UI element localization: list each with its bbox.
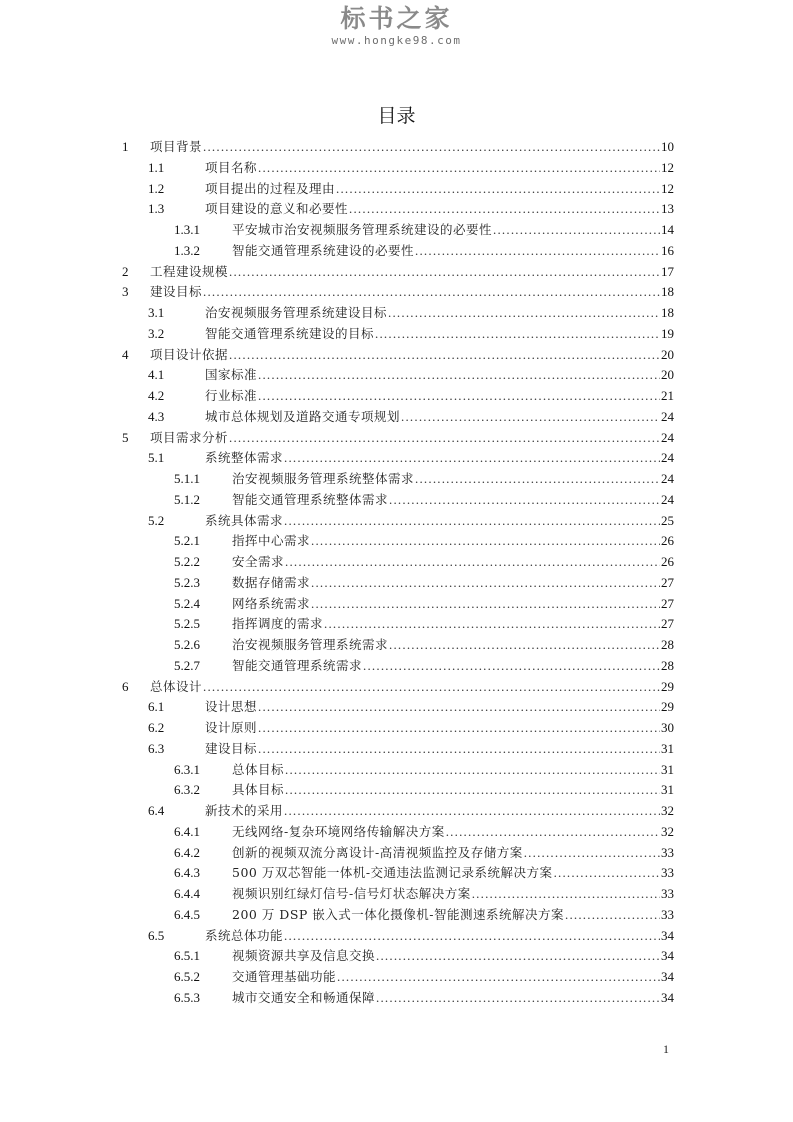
toc-entry-level-3[interactable]	[0, 822, 793, 843]
toc-entry-line	[232, 594, 674, 615]
toc-entry-title[interactable]: 项目名称	[205, 159, 258, 175]
toc-entry-line	[150, 428, 674, 449]
toc-entry-number: 5.2.6	[174, 637, 200, 652]
toc-entry-level-3[interactable]	[0, 594, 793, 615]
toc-dot-leader	[336, 179, 660, 200]
toc-dot-leader	[258, 718, 660, 739]
toc-entry-page[interactable]: 32	[661, 823, 674, 839]
toc-entry-title[interactable]: 具体目标	[232, 782, 285, 798]
toc-entry-number: 5.2.1	[174, 533, 200, 549]
toc-dot-leader	[258, 386, 660, 407]
toc-entry-level-3[interactable]	[0, 635, 793, 656]
toc-entry-line	[150, 137, 674, 158]
toc-entry-line	[205, 697, 674, 718]
toc-dot-leader	[565, 905, 660, 926]
toc-dot-leader	[376, 988, 660, 1009]
toc-entry-page[interactable]: 24	[661, 450, 674, 466]
toc-entry-page[interactable]: 33	[661, 886, 674, 901]
toc-entry-title[interactable]: 建设目标	[205, 740, 258, 756]
toc-entry-level-3[interactable]	[0, 241, 793, 262]
toc-entry-title[interactable]: 项目需求分析	[150, 429, 229, 445]
toc-entry-level-2[interactable]	[0, 801, 793, 822]
toc-entry-line	[205, 324, 674, 345]
toc-entry-level-1[interactable]	[0, 677, 793, 698]
toc-entry-page[interactable]: 21	[661, 388, 674, 403]
toc-entry-line	[205, 386, 674, 407]
toc-entry-page[interactable]: 12	[661, 159, 674, 175]
toc-entry-title[interactable]: 项目设计依据	[150, 346, 229, 362]
toc-entry-level-3[interactable]	[0, 490, 793, 511]
toc-entry-number: 4	[122, 346, 129, 362]
toc-entry-page[interactable]: 31	[661, 782, 674, 798]
toc-entry-number: 5.2.4	[174, 595, 200, 611]
toc-dot-leader	[284, 511, 660, 532]
toc-entry-number: 4.2	[148, 388, 165, 403]
toc-entry-title[interactable]: 项目提出的过程及理由	[205, 180, 336, 196]
toc-entry-page[interactable]: 30	[661, 720, 674, 735]
toc-entry-number: 5.1.2	[174, 491, 200, 507]
toc-entry-page[interactable]: 19	[661, 325, 674, 341]
toc-entry-level-3[interactable]	[0, 656, 793, 677]
toc-entry-level-3[interactable]	[0, 884, 793, 905]
toc-entry-title[interactable]: 系统具体需求	[205, 512, 284, 528]
toc-entry-number: 5.2.3	[174, 574, 200, 590]
toc-dot-leader	[285, 552, 660, 573]
watermark-logo-text: 标书之家	[340, 4, 453, 33]
watermark	[0, 4, 793, 47]
toc-entry-level-3[interactable]	[0, 760, 793, 781]
page-number: 1	[663, 1042, 669, 1056]
toc-entry-level-3[interactable]	[0, 552, 793, 573]
toc-dot-leader	[324, 614, 660, 635]
toc-entry-title[interactable]: 项目建设的意义和必要性	[205, 201, 349, 217]
toc-entry-level-3[interactable]	[0, 967, 793, 988]
toc-entry-level-3[interactable]	[0, 469, 793, 490]
toc-entry-title[interactable]: 智能交通管理系统整体需求	[232, 491, 389, 507]
toc-entry-level-3[interactable]	[0, 905, 793, 926]
toc-entry-title[interactable]: 城市总体规划及道路交通专项规划	[205, 408, 401, 424]
toc-entry-line	[150, 677, 674, 698]
toc-entry-number: 5.2.7	[174, 657, 200, 673]
toc-entry-title[interactable]: 治安视频服务管理系统建设目标	[205, 305, 388, 320]
toc-entry-line	[232, 469, 674, 490]
toc-heading: 目录	[377, 105, 416, 127]
toc-entry-number: 6.5.2	[174, 969, 200, 984]
toc-dot-leader	[493, 220, 660, 241]
toc-entry-page[interactable]: 20	[661, 367, 674, 383]
toc-entry-page[interactable]: 33	[661, 844, 674, 860]
toc-dot-leader	[415, 469, 660, 490]
toc-entry-title[interactable]: 设计原则	[205, 720, 258, 735]
toc-dot-leader	[389, 635, 660, 656]
toc-entry-number: 6.2	[148, 720, 165, 735]
toc-entry-page[interactable]: 24	[661, 429, 674, 445]
toc-entry-line	[205, 926, 674, 947]
toc-entry-level-2[interactable]	[0, 199, 793, 220]
toc-entry-page[interactable]: 33	[661, 865, 674, 881]
toc-dot-leader	[472, 884, 660, 905]
toc-entry-title[interactable]: 总体设计	[150, 678, 203, 694]
toc-entry-number: 1.3.1	[174, 222, 200, 237]
toc-entry-level-2[interactable]	[0, 697, 793, 718]
toc-dot-leader	[311, 531, 660, 552]
toc-dot-leader	[311, 573, 660, 594]
toc-entry-line	[205, 407, 674, 428]
toc-entry-level-3[interactable]	[0, 988, 793, 1009]
toc-entry-number: 6.5.1	[174, 948, 200, 964]
toc-entry-line	[150, 345, 674, 366]
toc-dot-leader	[415, 241, 660, 262]
toc-entry-title[interactable]: 平安城市治安视频服务管理系统建设的必要性	[232, 222, 493, 237]
toc-entry-number: 6.4.5	[174, 906, 200, 922]
toc-entry-number: 1	[122, 139, 129, 154]
toc-entry-level-2[interactable]	[0, 926, 793, 947]
toc-entry-title[interactable]: 创新的视频双流分离设计-高清视频监控及存储方案	[232, 844, 523, 860]
toc-entry-number: 6	[122, 678, 129, 694]
toc-dot-leader	[285, 760, 660, 781]
toc-dot-leader	[389, 490, 660, 511]
toc-dot-leader	[554, 863, 660, 884]
toc-entry-number: 6.4.2	[174, 844, 200, 860]
toc-entry-page[interactable]: 10	[661, 139, 674, 154]
toc-entry-title[interactable]: 交通管理基础功能	[232, 969, 337, 984]
toc-entry-page[interactable]: 32	[661, 803, 674, 818]
toc-entry-title[interactable]: 200 万 DSP 嵌入式一体化摄像机-智能测速系统解决方案	[232, 906, 564, 922]
toc-dot-leader	[284, 801, 660, 822]
toc-entry-page[interactable]: 31	[661, 740, 674, 756]
toc-entry-level-3[interactable]	[0, 843, 793, 864]
toc-dot-leader	[376, 946, 660, 967]
toc-entry-number: 5.1	[148, 450, 165, 466]
toc-entry-line	[232, 552, 674, 573]
toc-entry-page[interactable]: 29	[661, 699, 674, 715]
toc-dot-leader	[284, 448, 660, 469]
toc-entry-page[interactable]: 28	[661, 637, 674, 652]
toc-entry-level-2[interactable]	[0, 158, 793, 179]
toc-entry-title[interactable]: 项目背景	[150, 139, 203, 154]
toc-dot-leader	[311, 594, 660, 615]
toc-entry-page[interactable]: 34	[661, 969, 674, 984]
toc-entry-page[interactable]: 34	[661, 927, 674, 943]
toc-entry-title[interactable]: 安全需求	[232, 554, 285, 569]
toc-dot-leader	[229, 345, 660, 366]
toc-dot-leader	[363, 656, 660, 677]
toc-entry-title[interactable]: 系统总体功能	[205, 927, 284, 943]
toc-entry-line	[232, 863, 674, 884]
toc-entry-number: 5	[122, 429, 129, 445]
toc-entry-page[interactable]: 16	[661, 242, 674, 258]
toc-entry-number: 1.2	[148, 180, 165, 196]
toc-dot-leader	[258, 365, 660, 386]
toc-entry-line	[232, 241, 674, 262]
toc-entry-title[interactable]: 智能交通管理系统建设的目标	[205, 325, 375, 341]
toc-entry-page[interactable]: 24	[661, 471, 674, 486]
toc-entry-page[interactable]: 28	[661, 657, 674, 673]
toc-entry-number: 4.3	[148, 408, 165, 424]
toc-entry-level-1[interactable]	[0, 282, 793, 303]
toc-entry-number: 4.1	[148, 367, 165, 383]
toc-entry-title[interactable]: 城市交通安全和畅通保障	[232, 989, 376, 1005]
toc-entry-number: 5.1.1	[174, 471, 200, 486]
toc-entry-title[interactable]: 指挥调度的需求	[232, 616, 324, 632]
toc-entry-number: 2	[122, 263, 129, 279]
toc-entry-page[interactable]: 33	[661, 906, 674, 922]
toc-entry-number: 6.3.2	[174, 782, 200, 798]
toc-entry-level-2[interactable]	[0, 179, 793, 200]
toc-dot-leader	[258, 158, 660, 179]
toc-entry-page[interactable]: 26	[661, 533, 674, 549]
toc-entry-title[interactable]: 智能交通管理系统需求	[232, 657, 363, 673]
toc-entry-number: 6.5.3	[174, 989, 200, 1005]
toc-entry-line	[232, 905, 674, 926]
toc-entry-page[interactable]: 17	[661, 263, 674, 279]
toc-entry-number: 3.2	[148, 325, 165, 341]
toc-entry-title[interactable]: 500 万双芯智能一体机-交通违法监测记录系统解决方案	[232, 865, 553, 881]
toc-entry-page[interactable]: 31	[661, 761, 674, 777]
toc-dot-leader	[258, 739, 660, 760]
toc-entry-page[interactable]: 29	[661, 678, 674, 694]
toc-entry-page[interactable]: 26	[661, 554, 674, 569]
toc-entry-level-2[interactable]	[0, 407, 793, 428]
toc-dot-leader	[375, 324, 660, 345]
toc-entry-number: 6.3.1	[174, 761, 200, 777]
toc-dot-leader	[203, 282, 660, 303]
toc-entry-number: 1.1	[148, 159, 165, 175]
toc-entry-level-1[interactable]	[0, 345, 793, 366]
toc-entry-page[interactable]: 27	[661, 616, 674, 632]
toc-entry-title[interactable]: 网络系统需求	[232, 595, 311, 611]
toc-entry-title[interactable]: 行业标准	[205, 388, 258, 403]
toc-entry-line	[205, 199, 674, 220]
toc-entry-level-2[interactable]	[0, 303, 793, 324]
toc-entry-title[interactable]: 智能交通管理系统建设的必要性	[232, 242, 415, 258]
toc-entry-number: 6.3	[148, 740, 165, 756]
toc-entry-page[interactable]: 20	[661, 346, 674, 362]
toc-entry-level-2[interactable]	[0, 324, 793, 345]
toc-entry-title[interactable]: 工程建设规模	[150, 263, 229, 279]
toc-entry-number: 6.5	[148, 927, 165, 943]
toc-entry-title[interactable]: 系统整体需求	[205, 450, 284, 466]
toc-entry-line	[232, 822, 674, 843]
toc-entry-level-1[interactable]	[0, 137, 793, 158]
toc-dot-leader	[524, 843, 660, 864]
toc-entry-title[interactable]: 设计思想	[205, 699, 258, 715]
toc-entry-line	[205, 365, 674, 386]
toc-entry-title[interactable]: 治安视频服务管理系统整体需求	[232, 471, 415, 486]
toc-entry-level-2[interactable]	[0, 511, 793, 532]
toc-entry-line	[205, 511, 674, 532]
toc-entry-level-2[interactable]	[0, 448, 793, 469]
toc-entry-line	[232, 490, 674, 511]
toc-entry-page[interactable]: 14	[661, 222, 674, 237]
toc-dot-leader	[203, 677, 660, 698]
toc-entry-line	[205, 718, 674, 739]
toc-entry-line	[232, 843, 674, 864]
toc-entry-line	[232, 780, 674, 801]
toc-entry-title[interactable]: 数据存储需求	[232, 574, 311, 590]
toc-entry-line	[205, 179, 674, 200]
toc-dot-leader	[258, 697, 660, 718]
toc-dot-leader	[388, 303, 660, 324]
toc-entry-line	[232, 760, 674, 781]
toc-entry-line	[205, 303, 674, 324]
toc-entry-level-3[interactable]	[0, 531, 793, 552]
toc-dot-leader	[337, 967, 660, 988]
toc-entry-page[interactable]: 27	[661, 574, 674, 590]
toc-entry-line	[232, 531, 674, 552]
toc-entry-page[interactable]: 25	[661, 512, 674, 528]
toc-entry-line	[232, 884, 674, 905]
toc-entry-number: 6.1	[148, 699, 165, 715]
toc-entry-level-3[interactable]	[0, 573, 793, 594]
toc-entry-number: 6.4.1	[174, 823, 200, 839]
toc-entry-line	[232, 614, 674, 635]
toc-entry-line	[232, 967, 674, 988]
toc-entry-level-3[interactable]	[0, 863, 793, 884]
toc-entry-number: 6.4	[148, 803, 165, 818]
toc-entry-level-3[interactable]	[0, 220, 793, 241]
toc-entry-title[interactable]: 视频资源共享及信息交换	[232, 948, 376, 964]
toc-entry-title[interactable]: 国家标准	[205, 367, 258, 383]
toc-entry-page[interactable]: 34	[661, 989, 674, 1005]
toc-dot-leader	[284, 926, 660, 947]
toc-entry-level-1[interactable]	[0, 262, 793, 283]
toc-entry-page[interactable]: 13	[661, 201, 674, 217]
toc-entry-level-2[interactable]	[0, 718, 793, 739]
toc-dot-leader	[203, 137, 660, 158]
toc-dot-leader	[446, 822, 660, 843]
toc-entry-line	[232, 220, 674, 241]
toc-entry-title[interactable]: 治安视频服务管理系统需求	[232, 637, 389, 652]
watermark-url: www.hongke98.com	[331, 34, 462, 47]
toc-entry-title[interactable]: 新技术的采用	[205, 803, 284, 818]
toc-entry-level-3[interactable]	[0, 614, 793, 635]
toc-entry-title[interactable]: 建设目标	[150, 284, 203, 300]
toc-entry-page[interactable]: 34	[661, 948, 674, 964]
toc-entry-line	[232, 635, 674, 656]
toc-entry-number: 5.2.2	[174, 554, 200, 569]
toc-entry-page[interactable]: 24	[661, 408, 674, 424]
toc-dot-leader	[349, 199, 660, 220]
toc-entry-line	[205, 801, 674, 822]
toc-entry-number: 6.4.4	[174, 886, 200, 901]
toc-dot-leader	[285, 780, 660, 801]
toc-entry-number: 5.2.5	[174, 616, 200, 632]
toc-dot-leader	[401, 407, 660, 428]
toc-entry-title[interactable]: 视频识别红绿灯信号-信号灯状态解决方案	[232, 886, 471, 901]
toc-entry-line	[232, 573, 674, 594]
toc-dot-leader	[229, 262, 660, 283]
toc-entry-page[interactable]: 24	[661, 491, 674, 507]
toc-entry-number: 1.3.2	[174, 242, 200, 258]
toc-entry-page[interactable]: 12	[661, 180, 674, 196]
toc-entry-line	[205, 448, 674, 469]
toc-entry-number: 5.2	[148, 512, 165, 528]
toc-entry-level-2[interactable]	[0, 739, 793, 760]
toc-entry-line	[205, 158, 674, 179]
toc-entry-level-3[interactable]	[0, 780, 793, 801]
toc-entry-level-3[interactable]	[0, 946, 793, 967]
toc-entry-title[interactable]: 无线网络-复杂环境网络传输解决方案	[232, 823, 445, 839]
toc-entry-line	[150, 262, 674, 283]
toc-entry-page[interactable]: 18	[661, 305, 674, 320]
toc-entry-page[interactable]: 27	[661, 595, 674, 611]
toc-dot-leader	[229, 428, 660, 449]
toc-entry-title[interactable]: 指挥中心需求	[232, 533, 311, 549]
table-of-contents	[0, 137, 793, 1009]
toc-entry-line	[232, 988, 674, 1009]
toc-entry-level-2[interactable]	[0, 386, 793, 407]
toc-entry-line	[150, 282, 674, 303]
toc-entry-title[interactable]: 总体目标	[232, 761, 285, 777]
toc-entry-page[interactable]: 18	[661, 284, 674, 300]
toc-entry-number: 3	[122, 284, 129, 300]
toc-entry-number: 1.3	[148, 201, 165, 217]
toc-entry-number: 6.4.3	[174, 865, 200, 881]
toc-entry-level-1[interactable]	[0, 428, 793, 449]
toc-entry-level-2[interactable]	[0, 365, 793, 386]
toc-entry-line	[205, 739, 674, 760]
toc-entry-line	[232, 946, 674, 967]
toc-entry-line	[232, 656, 674, 677]
toc-entry-number: 3.1	[148, 305, 165, 320]
